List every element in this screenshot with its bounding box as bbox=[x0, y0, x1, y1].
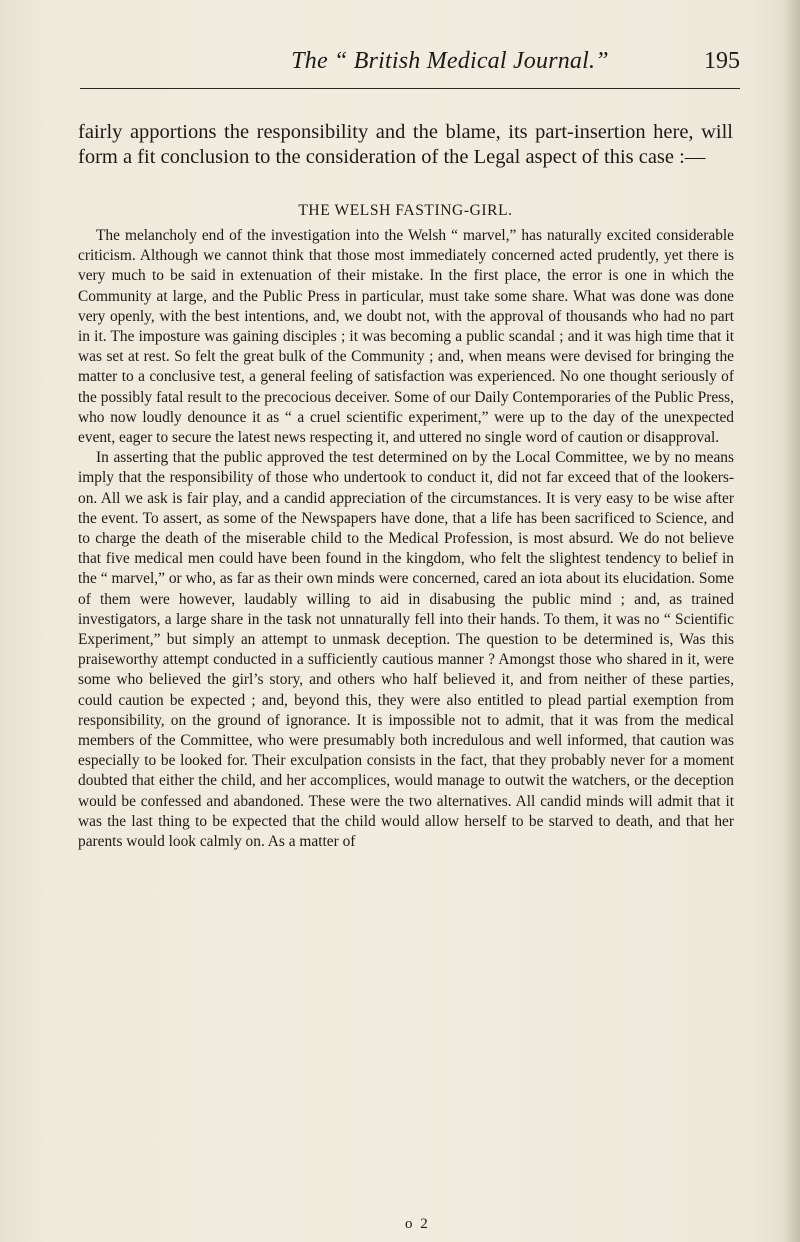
signature-mark: o 2 bbox=[405, 1216, 430, 1232]
article-body bbox=[78, 226, 734, 1216]
running-head bbox=[230, 48, 740, 82]
journal-title: The “ British Medical Journal.” bbox=[291, 48, 609, 74]
page-edge-shadow bbox=[782, 0, 800, 1242]
intro-paragraph: fairly apportions the responsibility and the blame, its part-insertion here, will form a fit conclusion to the consideration of the Legal aspect of this case :— bbox=[78, 121, 733, 168]
section-heading: THE WELSH FASTING-GIRL. bbox=[298, 202, 513, 219]
page-number: 195 bbox=[704, 48, 740, 74]
paragraph-1: The melancholy end of the investigation into the Welsh “ marvel,” has naturally excited considerable criticism. Although we cannot think that those most immediately concerned acted prudently, yet there is very much to be said in extenuation of their mistake. In the first place, the error is one in which the Community at large, and the Public Press in particular, must take some share. What was done was done very openly, with the best intentions, and, we doubt not, with the approval of thousands who had no part in it. The imposture was gaining disciples ; it was becoming a public scandal ; and it was high time that it was set at rest. So felt the great bulk of the Community ; and, when means were devised for bringing the matter to a conclusive test, a general feeling of satisfaction was experienced. No one thought seriously of the possibly fatal result to the precocious deceiver. Some of our Daily Contemporaries of the Public Press, who now loudly denounce it as “ a cruel scientific experiment,” were up to the day of the unexpected event, eager to secure the latest news respecting it, and uttered no single word of caution or disapproval. bbox=[78, 227, 734, 447]
header-rule bbox=[80, 88, 740, 89]
paragraph-2: In asserting that the public approved the test determined on by the Local Committee, we by no means imply that the responsibility of those who undertook to conduct it, did not far exceed that of the lookers-on. All we ask is fair play, and a candid appreciation of the circumstances. It is very easy to be wise after the event. To assert, as some of the Newspapers have done, that a life has been sacrificed to Science, and to charge the death of the miserable child to the Medical Profession, is most absurd. We do not believe that five medical men could have been found in the kingdom, who felt the slightest tendency to belief in the “ marvel,” or who, as far as their own minds were concerned, cared an iota about its elucidation. Some of them were however, laudably willing to aid in disabusing the public mind ; and, as trained investigators, a large share in the task not unnaturally fell into their hands. To them, it was no “ Scientific Experiment,” but simply an attempt to unmask deception. The question to be determined is, Was this praiseworthy attempt conducted in a sufficiently cautious manner ? Amongst those who shared in it, were some who believed the girl’s story, and others who half believed it, and from neither of these parties, could caution be expected ; and, beyond this, they were also entitled to plead partial exemption from responsibility, on the ground of ignorance. It is impossible not to admit, that it was from the medical members of the Committee, who were presumably both incredulous and well informed, that caution was especially to be looked for. Their exculpation consists in the fact, that they probably never for a moment doubted that either the child, and her accomplices, would manage to outwit the watchers, or the deception would be confessed and abandoned. These were the two alternatives. All candid minds will admit that it was the last thing to be expected that the child would allow herself to be starved to death, and that her parents would look calmly on. As a matter of bbox=[78, 449, 734, 851]
